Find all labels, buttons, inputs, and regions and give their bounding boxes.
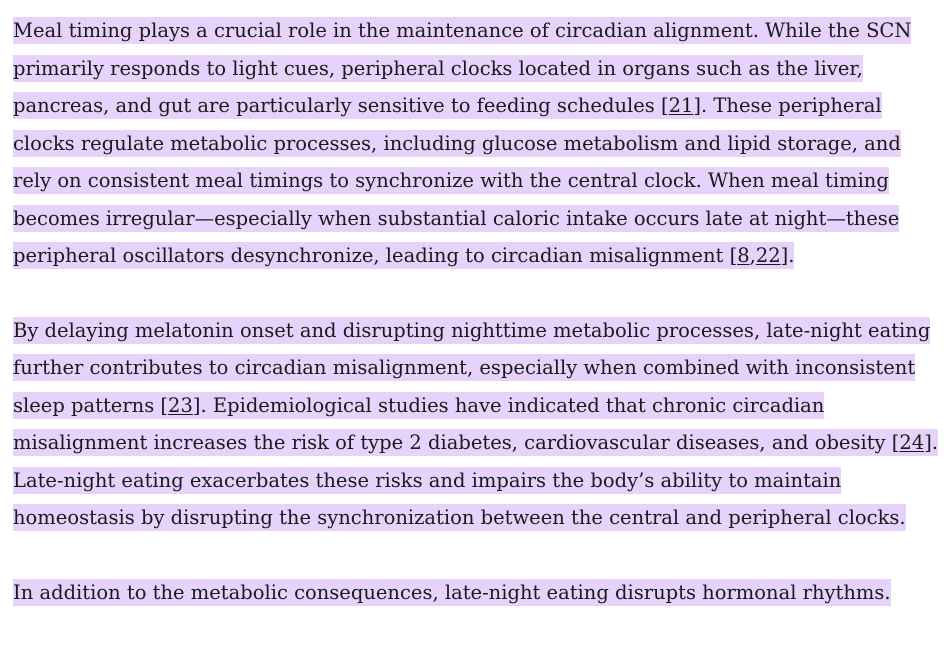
text-segment: ]. These peripheral clocks regulate metabolic processes, including glucose metabolism and lipid storage, and rely on consistent meal timings to synchronize with the central clock. When meal timing becomes irregular—especially when substantial caloric intake occurs late at night—these peripheral oscillators desynchronize, leading to circadian misalignment [ [13,94,901,267]
citation-link[interactable]: 23 [168,393,193,417]
highlighted-text[interactable] [13,579,891,606]
text-segment: , [749,244,756,267]
citation-link[interactable]: 24 [899,431,925,454]
text-segment: ]. Late-night eating exacerbates these risks and impairs the body’s ability to maintain homeostasis by disrupting the synchronization between the central and peripheral clocks. [13,431,939,529]
highlighted-text[interactable] [13,17,911,269]
text-segment: By delaying melatonin onset and disrupting nighttime metabolic processes, late-night eating further contributes to circadian misalignment, especially when combined with inconsistent sleep patterns [ [13,318,931,417]
paragraph [13,312,943,537]
citation-link[interactable]: 22 [755,244,781,267]
paragraph [13,12,943,275]
citation-link[interactable]: 8 [737,244,750,267]
paragraph [13,574,943,612]
text-segment: ]. [780,244,795,267]
text-segment: Meal timing plays a crucial role in the maintenance of circadian alignment. While the SCN primarily responds to light cues, peripheral clocks located in organs such as the liver, pancreas, and gut are particularly sensitive to feeding schedules [ [13,19,912,117]
text-segment: In addition to the metabolic consequences, late-night eating disrupts hormonal rhythms. [13,580,891,604]
highlighted-text[interactable] [13,317,938,532]
text-segment: ]. Epidemiological studies have indicated that chronic circadian misalignment increases the risk of type 2 diabetes, cardiovascular diseases, and obesity [ [13,393,900,454]
citation-link[interactable]: 21 [668,94,694,117]
document-body [13,12,943,648]
